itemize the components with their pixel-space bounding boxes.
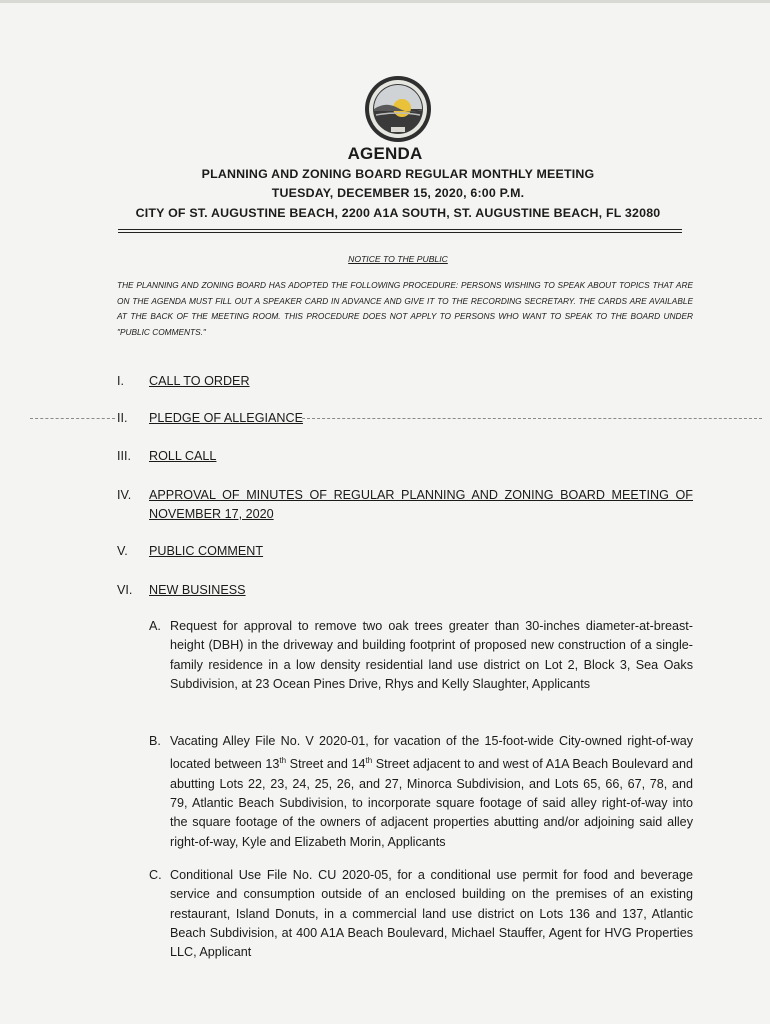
header-rule [118,229,682,230]
sub-item-letter: B. [149,734,161,748]
city-seal-icon [364,75,432,143]
sub-item-c-text: Conditional Use File No. CU 2020-05, for a conditional use permit for food and beverage service and consumption outside of an enclosed building on the premises of an existing restaurant, Island Donuts, in a commercial land use district on Lots 136 and 137, Atlantic Beach Subdivision, at 400 A1A Beach Boulevard, Michael Stauffer, Agent for HVG Properties LLC, Applicant [170,868,693,960]
scan-artifact [30,418,115,419]
item-call-to-order: CALL TO ORDER [149,374,250,388]
sub-item-a-text: Request for approval to remove two oak trees greater than 30-inches diameter-at-breast-height (DBH) in the driveway and building footprint of proposed new construction of a single-family residence in a low density residential land use district on Lot 2, Block 3, Sea Oaks Subdivision, at 23 Ocean Pines Drive, Rhys and Kelly Slaughter, Applicants [170,619,693,691]
scan-artifact [302,418,762,419]
scan-edge [0,0,770,3]
item-number: I. [117,374,124,388]
item-number: III. [117,449,131,463]
meeting-location: CITY OF ST. AUGUSTINE BEACH, 2200 A1A SOUTH, ST. AUGUSTINE BEACH, FL 32080 [135,206,661,220]
item-number: VI. [117,583,133,597]
item-pledge: PLEDGE OF ALLEGIANCE [149,411,303,425]
item-public-comment: PUBLIC COMMENT [149,544,264,558]
item-new-business: NEW BUSINESS [149,583,246,597]
notice-body: THE PLANNING AND ZONING BOARD HAS ADOPTED THE FOLLOWING PROCEDURE: PERSONS WISHING TO SPEAK ABOUT TOPICS THAT ARE ON THE AGENDA MUST FILL OUT A SPEAKER CARD IN ADVANCE AND GIVE IT TO THE RECORDING SECRETARY. THE CARDS ARE AVAILABLE AT THE BACK OF THE MEETING ROOM. THIS PROCEDURE DOES NOT APPLY TO PERSONS WHO WANT TO SPEAK TO THE BOARD UNDER "PUBLIC COMMENTS." [117,280,693,337]
item-roll-call: ROLL CALL [149,449,217,463]
item-number: IV. [117,488,132,502]
sub-item-b-text: Vacating Alley File No. V 2020-01, for vacation of the 15-foot-wide City-owned right-of-way located between 13th Street and 14th Street adjacent to and west of A1A Beach Boulevard and abutting Lots 22, 23, 24, 25, 26, and 27, Minorca Subdivision, and Lots 65, 66, 67, 78, and 79, Atlantic Beach Subdivision, to incorporate square footage of said alley right-of-way into the square footage of the owners of adjacent properties abutting and/or adjoining said alley right-of-way, Kyle and Elizabeth Morin, Applicants [170,734,694,849]
item-number: V. [117,544,128,558]
meeting-name: PLANNING AND ZONING BOARD REGULAR MONTHLY MEETING [201,167,595,181]
meeting-date: TUESDAY, DECEMBER 15, 2020, 6:00 P.M. [271,186,525,200]
notice-heading: NOTICE TO THE PUBLIC [348,254,448,264]
header-rule-thin [118,232,682,233]
item-number: II. [117,411,128,425]
agenda-title: AGENDA [347,144,423,163]
sub-item-letter: A. [149,619,161,633]
sub-item-letter: C. [149,868,162,882]
item-approval-of-minutes: APPROVAL OF MINUTES OF REGULAR PLANNING AND ZONING BOARD MEETING OF NOVEMBER 17, 2020 [149,488,693,521]
